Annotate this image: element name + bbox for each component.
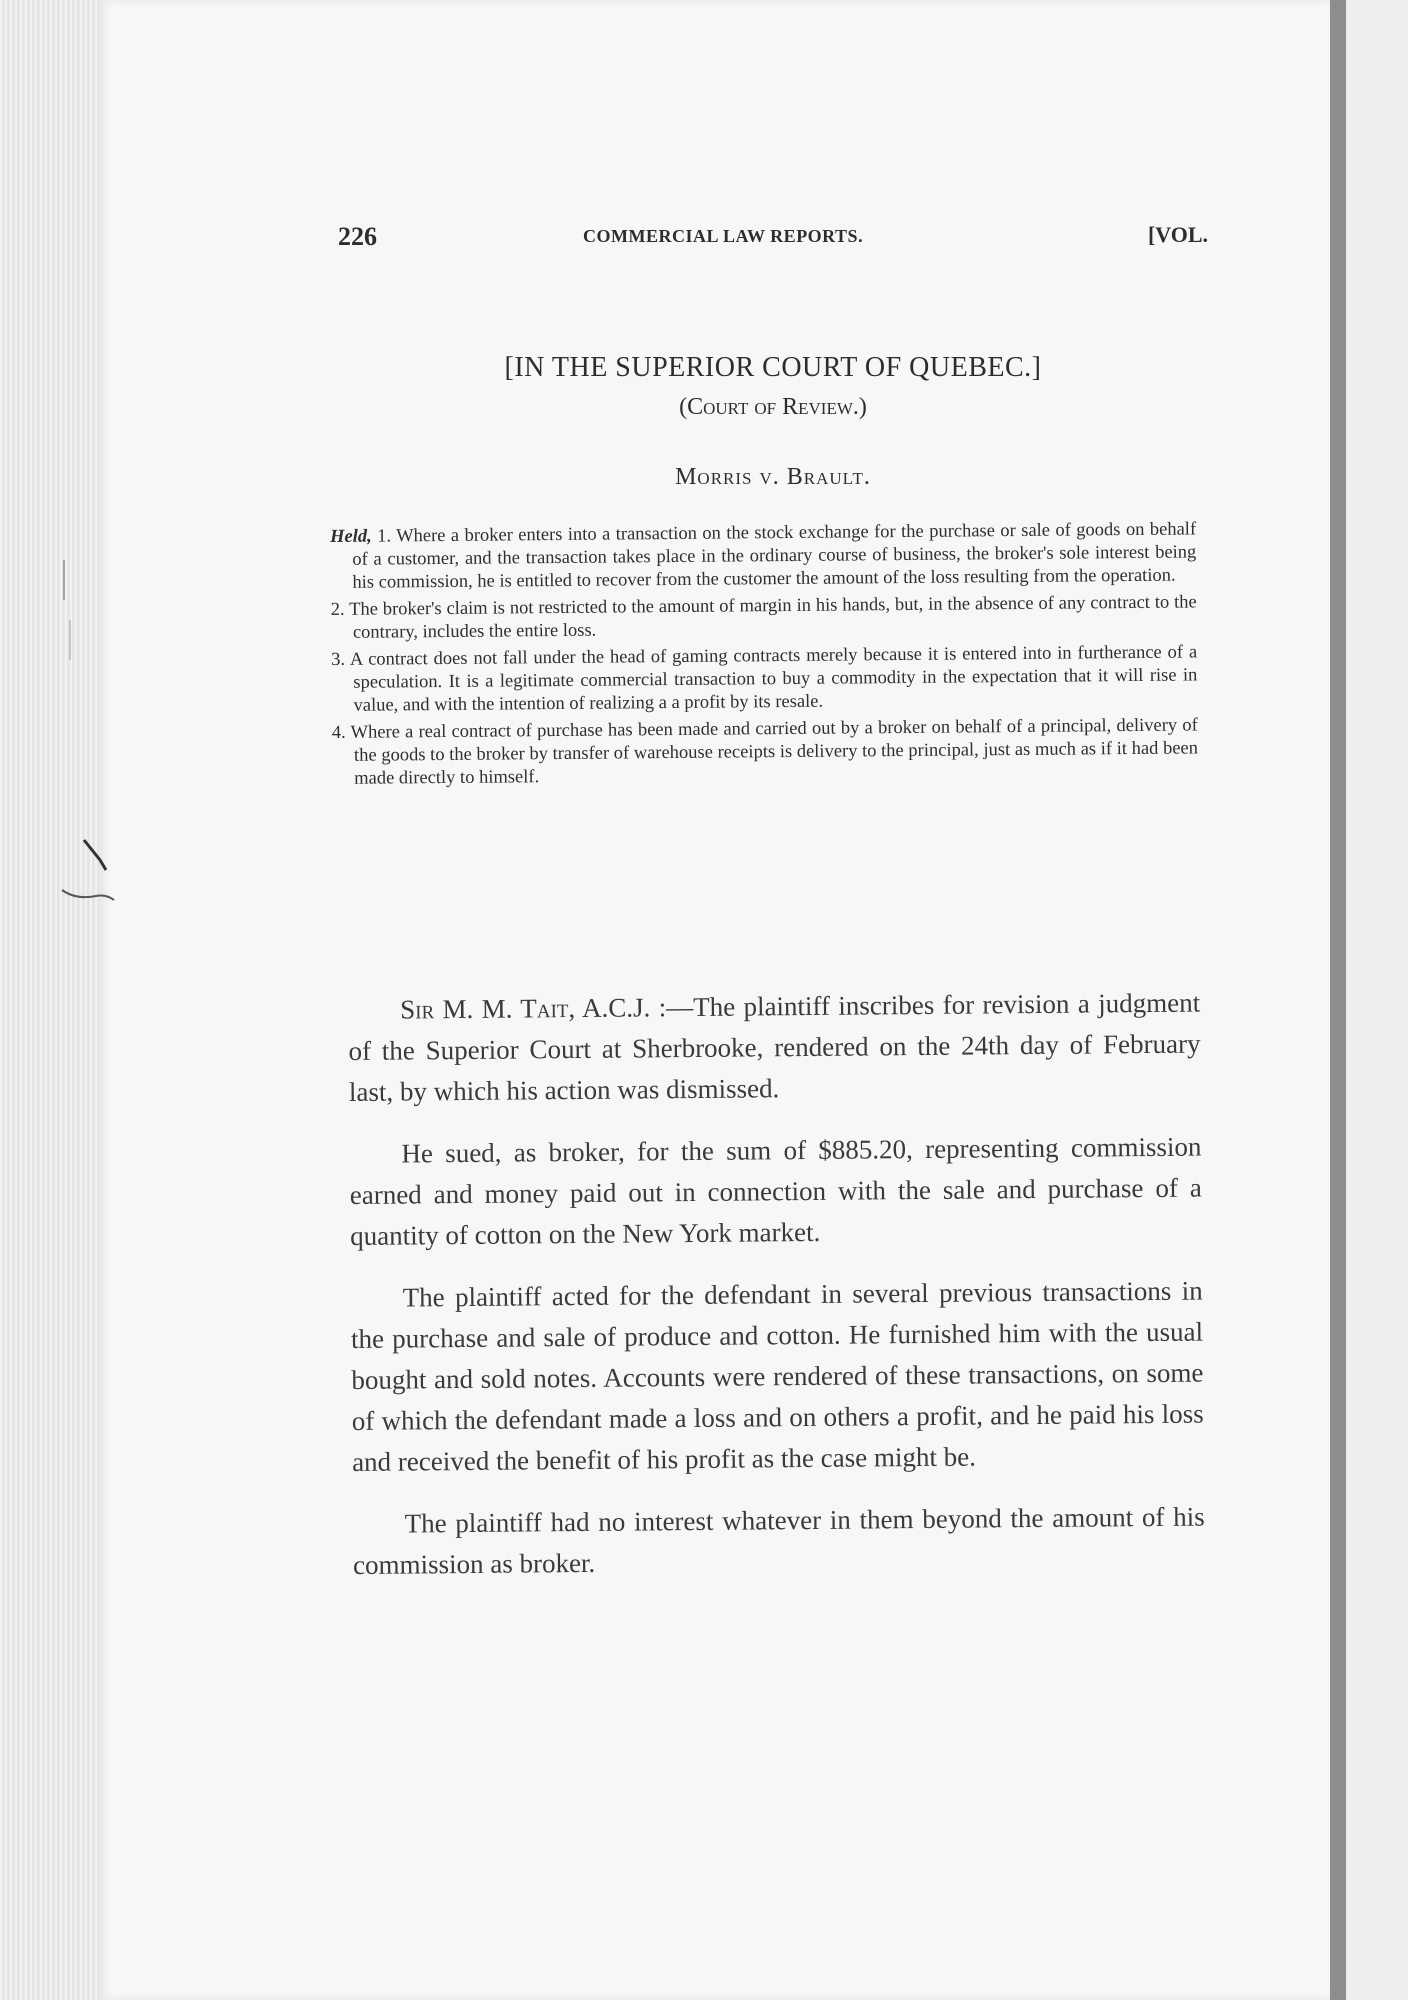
next-page-edge <box>1346 0 1408 2000</box>
opinion-paragraph <box>348 983 1201 1113</box>
page-right-shadow <box>1330 0 1346 2000</box>
headnote-item-text: 1. Where a broker enters into a transaction on the stock exchange for the purchase or sale of goods on behalf of a customer, and the transaction takes place in the ordinary course of business, the broker's sole interest being his commission, he is entitled to recover from the customer the amount of the loss resulting from the operation. <box>352 519 1197 593</box>
opinion-paragraph-text: :—The plaintiff inscribes for revision a judgment of the Superior Court at Sherbrooke, rendered on the 24th day of February last, by which his action was dismissed. <box>348 987 1201 1107</box>
court-heading: [IN THE SUPERIOR COURT OF QUEBEC.] <box>504 352 1042 383</box>
volume-label: [VOL. <box>1147 222 1208 247</box>
running-head <box>338 222 1208 252</box>
opinion-paragraph: The plaintiff had no interest whatever in them beyond the amount of his commission as broker. <box>352 1501 1205 1580</box>
case-title: Morris v. Brault. <box>675 464 871 490</box>
journal-title: COMMERCIAL LAW REPORTS. <box>583 226 864 246</box>
headnote-item: 3. A contract does not fall under the head of gaming contracts merely because it is entered into in furtherance of a speculation. It is a legitimate commercial transaction to buy a commodity in the expectation that it will rise in value, and with the intention of realizing a a profit by its resale. <box>331 642 1198 716</box>
page-number: 226 <box>338 222 377 251</box>
book-page-edges <box>0 0 100 2000</box>
headnote-item <box>330 518 1197 595</box>
judge-name: Sir M. M. Tait, A.C.J. <box>400 992 651 1025</box>
headnote-item: 4. Where a real contract of purchase has been made and carried out by a broker on behalf of a principal, delivery of the goods to the broker by transfer of warehouse receipts is delivery to the principal, just as much as if it had been made directly to himself. <box>331 715 1199 789</box>
margin-stamp-marks <box>56 560 116 920</box>
opinion-text <box>348 983 1205 1607</box>
court-subheading: (Court of Review.) <box>679 394 867 420</box>
headnote-item: 2. The broker's claim is not restricted to the amount of margin in his hands, but, in the absence of any contract to the contrary, includes the entire loss. <box>330 592 1197 643</box>
opinion-paragraph: He sued, as broker, for the sum of $885.20, representing commission earned and money paid out in connection with the sale and purchase of a quantity of cotton on the New York market. <box>349 1131 1202 1251</box>
opinion-paragraph: The plaintiff acted for the defendant in several previous transactions in the purchase and sale of produce and cotton. He furnished him with the usual bought and sold notes. Accounts were rendered of these transactions, on some of which the defendant made a loss and on others a profit, and he paid his loss and received the benefit of his profit as the case might be. <box>350 1275 1204 1477</box>
held-word: Held, <box>330 526 372 547</box>
headnote <box>330 518 1198 795</box>
